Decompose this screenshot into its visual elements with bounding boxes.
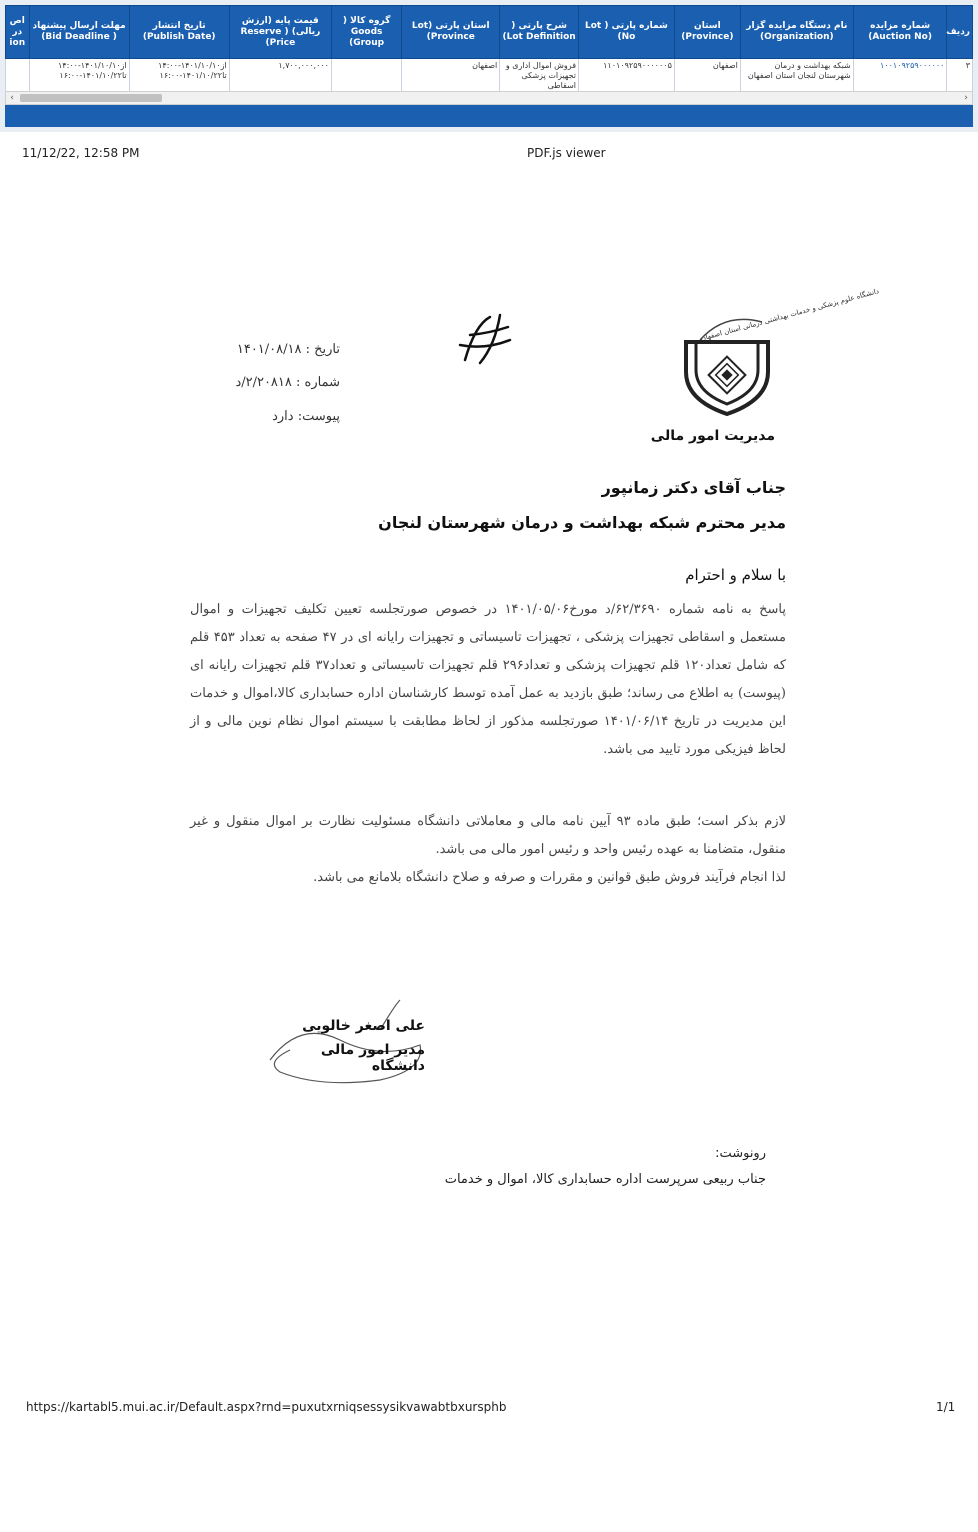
- column-header: استان (Province): [674, 6, 740, 59]
- letter-number: شماره : ۲/۲۰۸۱۸/د: [235, 375, 340, 390]
- page-number: 1/1: [936, 1400, 956, 1414]
- column-header: گروه کالا ( Goods Group): [331, 6, 401, 59]
- print-datetime: 11/12/22, 12:58 PM: [22, 146, 140, 160]
- table-cell: اصفهان: [402, 59, 500, 94]
- print-title: PDF.js viewer: [527, 146, 606, 160]
- horizontal-scrollbar[interactable]: [5, 91, 973, 105]
- university-seal-icon: [680, 287, 880, 420]
- table-cell: از۱۴۰۱/۱۰/۱۰-۱۴:۰۰ تا۱۴۰۱/۱۰/۲۲-۱۶:۰۰: [129, 59, 229, 94]
- signer-title: مدیر امور مالی دانشگاه: [320, 1042, 425, 1074]
- page-url: https://kartabl5.mui.ac.ir/Default.aspx?rnd=puxutxrniqsessysikvawabtbxursphb: [26, 1400, 507, 1414]
- column-header: اص در ion: [6, 6, 30, 59]
- scroll-left-icon[interactable]: ‹: [10, 93, 14, 103]
- table-header-row: [6, 6, 973, 59]
- table-cell: [6, 59, 30, 94]
- column-header: ردیف: [947, 6, 973, 59]
- table-cell: ۱,۷۰۰,۰۰۰,۰۰۰: [229, 59, 331, 94]
- department-title: مدیریت امور مالی: [650, 428, 775, 444]
- seal-text: دانشگاه علوم پزشکی و خدمات بهداشتی درمانی استان اصفهان: [699, 287, 880, 343]
- table-cell: اصفهان: [674, 59, 740, 94]
- bismillah-calligraphy-icon: [450, 305, 520, 375]
- paragraph-3: لذا انجام فرآیند فروش طبق قوانین و مقررات و صرفه و صلاح دانشگاه بلامانع می باشد.: [313, 870, 786, 885]
- recipient-name: جناب آقای دکتر زمانپور: [601, 478, 786, 497]
- column-header: شرح پارتی ( Lot Definition): [500, 6, 579, 59]
- table-cell: [331, 59, 401, 94]
- cc-label: رونوشت:: [715, 1146, 766, 1161]
- paragraph-1: پاسخ به نامه شماره ۶۲/۳۶۹۰/د مورخ۱۴۰۱/۰۵/۰۶ در خصوص صورتجلسه تعیین تکلیف تجهیزات و اموال مستعمل و اسقاطی تجهیزات پزشکی ، تجهیزات تاسیساتی و تجهیزات رایانه ای در ۴۷ صفحه به تعداد ۴۵۳ قلم که شامل تعداد۱۲۰ قلم تجهیزات پزشکی و تعداد۲۹۶ قلم تجهیزات تاسیساتی و تعداد۳۷ قلم تجهیزات رایانه ای (پیوست) به اطلاع می رساند؛ طبق بازدید به عمل آمده توسط کارشناسان اداره حسابداری کالا،اموال و خدمات این مدیریت در تاریخ ۱۴۰۱/۰۶/۱۴ صورتجلسه مذکور از لحاظ مطابقت با سیستم اموال نظام نوین مالی و از لحاظ فیزیکی مورد تایید می باشد.: [190, 602, 787, 757]
- table-cell: فروش اموال اداری و تجهیزات پزشکی اسقاطی: [500, 59, 579, 94]
- auction-table-panel: [0, 0, 978, 132]
- recipient-title: مدیر محترم شبکه بهداشت و درمان شهرستان لنجان: [378, 513, 786, 532]
- column-header: استان پارتی (Lot Province): [402, 6, 500, 59]
- letter-attachment: پیوست: دارد: [272, 409, 340, 424]
- letter-date: تاریخ : ۱۴۰۱/۰۸/۱۸: [236, 342, 340, 357]
- table-cell[interactable]: ۱۰۰۱۰۹۲۵۹۰۰۰۰۰۰: [853, 59, 947, 94]
- table-row[interactable]: [6, 59, 973, 94]
- bismillah-text: بسمه تعالی: [450, 305, 455, 306]
- scrollbar-thumb[interactable]: [20, 94, 162, 102]
- cc-text: جناب ربیعی سرپرست اداره حسابداری کالا، اموال و خدمات: [444, 1172, 766, 1187]
- table-cell: ۳: [947, 59, 973, 94]
- column-header: تاریخ انتشار (Publish Date): [129, 6, 229, 59]
- signer-name: علی اصغر خالویی: [302, 1018, 425, 1034]
- column-header: قیمت پایه (ارزش ریالی) ( Reserve Price): [229, 6, 331, 59]
- auction-table: [5, 5, 973, 94]
- table-cell: شبکه بهداشت و درمان شهرستان لنجان استان اصفهان: [740, 59, 853, 94]
- column-header: شماره پارتی ( Lot No): [579, 6, 675, 59]
- paragraph-2: لازم بذکر است؛ طبق ماده ۹۳ آیین نامه مالی و معاملاتی دانشگاه مسئولیت نظارت بر اموال منقول و غیر منقول، متضامنا به عهده رئیس واحد و رئیس امور مالی می باشد.: [190, 814, 786, 857]
- column-header: نام دستگاه مزایده گزار (Organization): [740, 6, 853, 59]
- scroll-right-icon[interactable]: ›: [964, 93, 968, 103]
- table-cell: ۱۱۰۱۰۹۲۵۹۰۰۰۰۰۰۵: [579, 59, 675, 94]
- greeting: با سلام و احترام: [685, 566, 786, 584]
- column-header: شماره مزایده (Auction No): [853, 6, 947, 59]
- table-footer-bar: [5, 105, 973, 127]
- column-header: مهلت ارسال پیشنهاد ( Bid Deadline): [29, 6, 129, 59]
- table-cell: از۱۴۰۱/۱۰/۱۰-۱۴:۰۰ تا۱۴۰۱/۱۰/۲۲-۱۶:۰۰: [29, 59, 129, 94]
